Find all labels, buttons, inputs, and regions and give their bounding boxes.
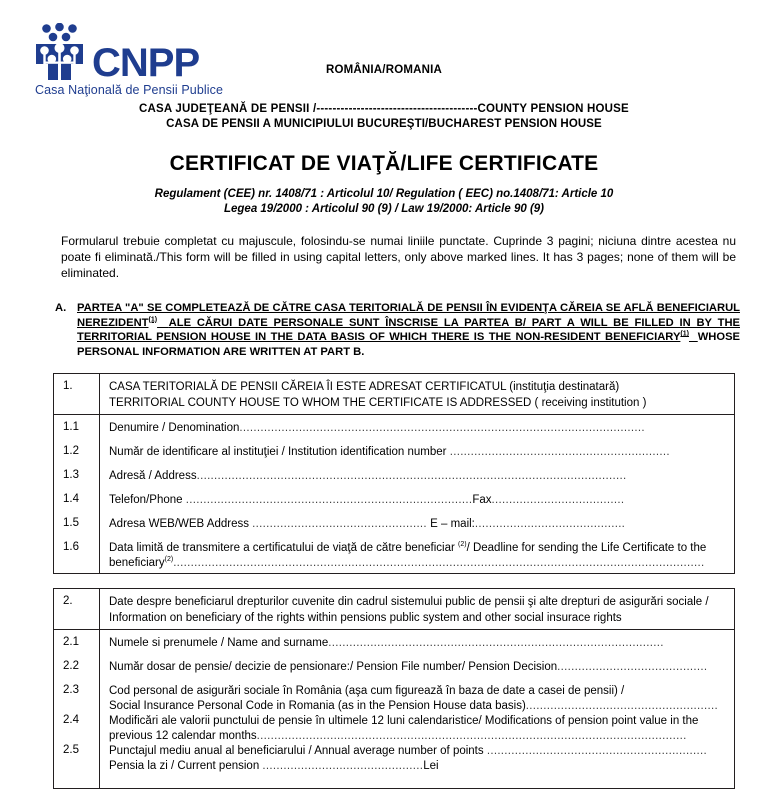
section-a-underlined-1: PARTEA "A" SE COMPLETEAZĂ DE CĂTRE CASA TERITORIALĂ DE PENSII ÎN EVIDENŢA CĂREIA SE AFLĂ BENEFICIARUL NEREZIDENT [77, 302, 740, 329]
field-label: Denumire / Denomination [109, 422, 240, 434]
field-label-en-block [109, 699, 725, 714]
section-a-footnote-ref-2: (1) [680, 330, 689, 338]
office-line-county: CASA JUDEŢEANĂ DE PENSII /----------------------------------------COUNTY PENSION HOUSE [139, 103, 629, 115]
section-a [55, 301, 740, 359]
table-row [100, 445, 734, 469]
logo-subtitle: Casa Naţională de Pensii Publice [35, 83, 224, 97]
field-label: Data limită de transmitere a certificatului de viaţă de către beneficiar [109, 542, 458, 554]
table-2-content-column [100, 589, 734, 788]
instructions-paragraph: Formularul trebuie completat cu majuscule, folosindu-se numai liniile punctate. Cuprinde 3 pagini; niciuna dintre acestea nu poate fi eliminată./This form will be filled in using capital letters, only above marked lines. It has 3 pages; none of them will be eliminated. [61, 234, 736, 280]
fill-in-line[interactable]: ................................................................................................ [328, 637, 664, 649]
fill-in-line[interactable]: ........................................... [557, 661, 708, 673]
table-row [100, 469, 734, 493]
table-1-header-text [100, 374, 734, 415]
fill-in-line[interactable]: .................................................. [252, 518, 427, 530]
table-1-header-ro: CASA TERITORIALĂ DE PENSII CĂREIA ÎI ESTE ADRESAT CERTIFICATUL (instituţia destinatară) [109, 381, 620, 393]
field-label-block-2 [109, 556, 725, 571]
section-a-text [77, 301, 740, 359]
currency-unit: Lei [423, 760, 439, 772]
field-label-pension-block [109, 759, 725, 774]
page-title: CERTIFICAT DE VIAŢĂ/LIFE CERTIFICATE [169, 152, 599, 175]
fill-in-line[interactable]: ........................................................................................................................... [196, 470, 627, 482]
field-label-cont-2: beneficiary [109, 557, 165, 569]
fill-in-line[interactable]: .................................................................................................................... [239, 422, 645, 434]
table-row [100, 714, 734, 744]
cnpp-logo [34, 23, 234, 97]
section-a-footnote-ref-1: (1) [148, 315, 158, 323]
fill-in-line[interactable]: ........................................................................................................................................................ [173, 557, 705, 569]
fill-in-line[interactable]: ............................................................... [449, 446, 670, 458]
office-line-bucharest: CASA DE PENSII A MUNICIPIULUI BUCUREŞTI/BUCHAREST PENSION HOUSE [166, 118, 602, 130]
field-label-pension: Pensia la zi / Current pension [109, 760, 263, 772]
fill-in-line-secondary[interactable]: ........................................... [474, 518, 626, 530]
fill-in-line[interactable]: ....................................................... [525, 700, 719, 712]
table-2-header-number: 2. [54, 589, 99, 630]
table-section-1 [53, 373, 735, 574]
table-row [100, 493, 734, 517]
field-label-points-block [109, 744, 725, 759]
section-a-marker: A. [55, 302, 67, 314]
field-label-cont: / Deadline for sending the Life Certificate to the [466, 542, 707, 554]
table-row [100, 636, 734, 660]
fill-in-line-secondary[interactable]: ...................................... [491, 494, 625, 506]
row-number: 2.3 [63, 684, 79, 696]
footnote-ref: (2) [164, 556, 174, 564]
table-row [100, 517, 734, 541]
row-number: 2.5 [63, 744, 79, 756]
row-number: 1.2 [63, 445, 79, 457]
row-number: 1.5 [63, 517, 79, 529]
field-label: Număr dosar de pensie/ decizie de pensionare:/ Pension File number/ Pension Decision [109, 661, 558, 673]
table-section-2 [53, 588, 735, 789]
table-row [100, 684, 734, 714]
table-row [100, 660, 734, 684]
row-number: 2.1 [63, 636, 79, 648]
legal-reference-line-1: Regulament (CEE) nr. 1408/71 : Articolul 10/ Regulation ( EEC) no.1408/71: Article 10 [154, 188, 614, 200]
field-label: Adresa WEB/WEB Address [109, 518, 253, 530]
table-row [100, 421, 734, 445]
fill-in-line[interactable]: .................................................................................. [185, 494, 473, 506]
row-number: 2.2 [63, 660, 79, 672]
field-label-secondary: Fax [472, 494, 492, 506]
fill-in-line-pension[interactable]: .............................................. [262, 760, 424, 772]
row-number: 1.6 [63, 541, 79, 553]
field-label: Modificări ale valorii punctului de pensie în ultimele 12 luni calendaristice/ Modifications of pension point value in the previous 12 calendar months [109, 715, 699, 742]
field-label-secondary: E – mail: [430, 518, 475, 530]
row-number: 1.4 [63, 493, 79, 505]
table-row [100, 541, 734, 573]
table-2-header-en: Information on beneficiary of the rights within pensions public system and other social insurace rights [109, 612, 622, 624]
table-2-number-column [54, 589, 100, 788]
field-label-block [109, 541, 725, 556]
section-a-underlined-2: ALE CĂRUI DATE PERSONALE SUNT ÎNSCRISE LA PARTEA B/ PART A WILL BE FILLED IN BY THE TERRITORIAL PENSION HOUSE IN THE DATA BASIS OF WHICH THERE IS THE NON-RESIDENT BENEFICIARY [77, 316, 740, 343]
table-1-number-column [54, 374, 100, 573]
table-1-header-en: TERRITORIAL COUNTY HOUSE TO WHOM THE CERTIFICATE IS ADDRESSED ( receiving institution ) [109, 397, 647, 409]
table-1-content-column [100, 374, 734, 573]
legal-reference-line-2: Legea 19/2000 : Articolul 90 (9) / Law 19/2000: Article 90 (9) [223, 203, 544, 215]
field-label: Adresă / Address [109, 470, 197, 482]
table-2-header-ro: Date despre beneficiarul drepturilor cuvenite din cadrul sistemului public de pensii şi alte drepturi de asigurări sociale / [109, 596, 709, 608]
fill-in-line-points[interactable]: ............................................................... [486, 745, 708, 757]
row-number: 1.3 [63, 469, 79, 481]
row-number: 2.4 [63, 714, 79, 726]
section-a-plain: WHOSE PERSONAL INFORMATION ARE WRITTEN AT PART B. [77, 331, 740, 358]
table-2-header-text [100, 589, 734, 630]
fill-in-line[interactable]: ........................................................................................................................... [256, 730, 687, 742]
footnote-ref: (2) [458, 541, 467, 549]
row-number: 1.1 [63, 421, 79, 433]
field-label-en: Social Insurance Personal Code in Romania (as in the Pension House data basis) [109, 700, 526, 712]
field-label-ro: Cod personal de asigurări sociale în România (aşa cum figurează în baza de date a casei de pensii) / [109, 685, 625, 697]
legal-reference [0, 187, 768, 217]
country-line: ROMÂNIA/ROMANIA [325, 64, 443, 76]
office-lines [0, 102, 768, 132]
field-label: Număr de identificare al instituţiei / Institution identification number [109, 446, 450, 458]
document-header [0, 0, 768, 136]
table-row [100, 744, 734, 788]
field-label: Telefon/Phone [109, 494, 186, 506]
table-1-header-number: 1. [54, 374, 99, 415]
field-label: Numele si prenumele / Name and surname [109, 637, 329, 649]
field-label-points: Punctajul mediu anual al beneficiarului / Annual average number of points [109, 745, 487, 757]
logo-wordmark: CNPP [92, 41, 200, 85]
